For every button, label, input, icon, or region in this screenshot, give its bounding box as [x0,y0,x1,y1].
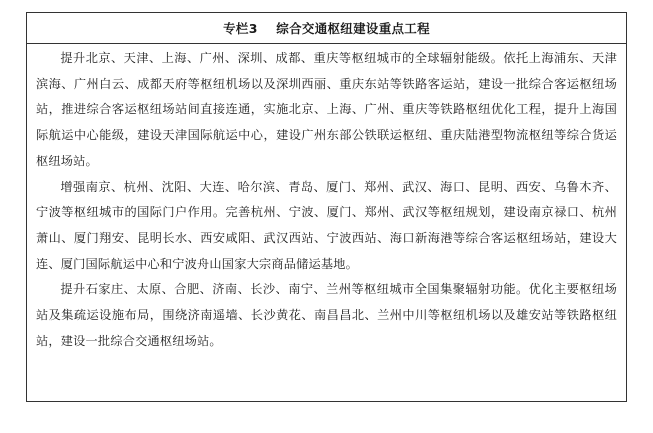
box-body [27,44,626,354]
paragraph-2: 增强南京、杭州、沈阳、大连、哈尔滨、青岛、厦门、郑州、武汉、海口、昆明、西安、乌鲁木齐、宁波等枢纽城市的国际门户作用。完善杭州、宁波、厦门、郑州、武汉等枢纽规划，建设南京禄口、杭州萧山、厦门翔安、昆明长水、西安咸阳、武汉西站、宁波西站、海口新海港等综合客运枢纽场站，建设大连、厦门国际航运中心和宁波舟山国家大宗商品储运基地。 [36,179,617,271]
paragraph-1: 提升北京、天津、上海、广州、深圳、成都、重庆等枢纽城市的全球辐射能级。依托上海浦东、天津滨海、广州白云、成都天府等枢纽机场以及深圳西丽、重庆东站等铁路客运站，建设一批综合客运枢纽场站，推进综合客运枢纽场站间直接连通，实施北京、上海、广州、重庆等铁路枢纽优化工程，提升上海国际航运中心能级，建设天津国际航运中心，建设广州东部公铁联运枢纽、重庆陆港型物流枢纽等综合货运枢纽场站。 [36,51,617,168]
box-title: 专栏3 综合交通枢纽建设重点工程 [223,21,430,36]
paragraph-3: 提升石家庄、太原、合肥、济南、长沙、南宁、兰州等枢纽城市全国集聚辐射功能。优化主要枢纽场站及集疏运设施布局，围绕济南遥墙、长沙黄花、南昌昌北、兰州中川等枢纽机场以及雄安站等铁路枢纽站，建设一批综合交通枢纽场站。 [36,282,617,348]
feature-box [26,12,627,402]
box-header [27,13,626,44]
